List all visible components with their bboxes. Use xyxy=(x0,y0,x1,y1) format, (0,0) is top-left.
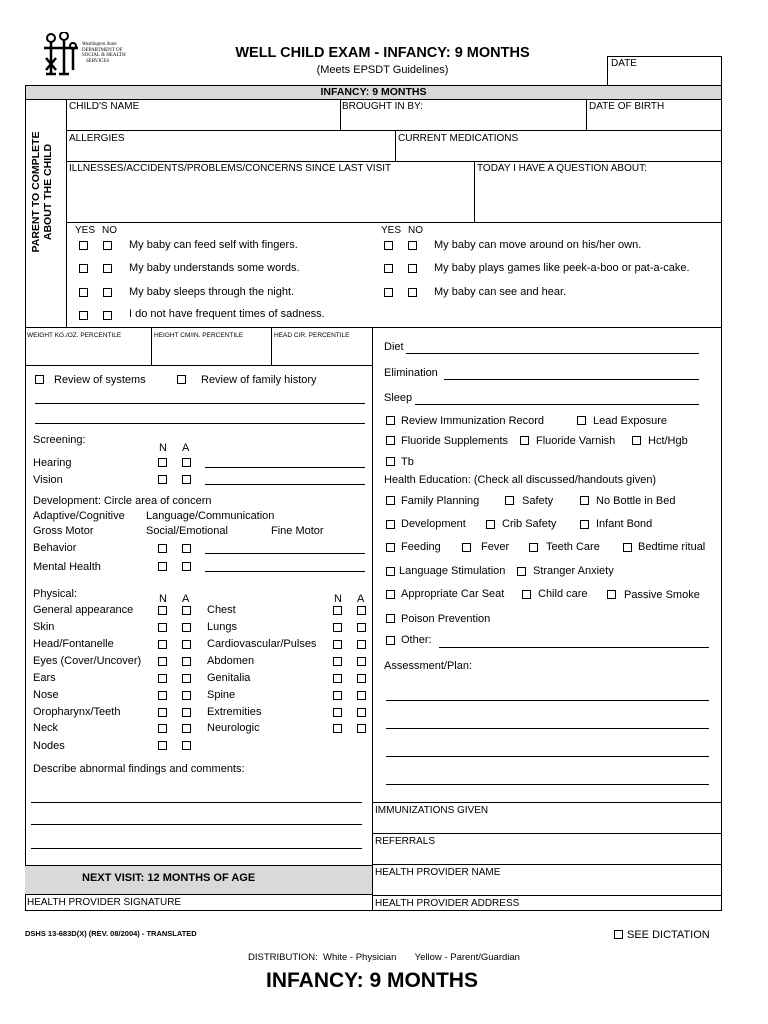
abnormal-checkbox[interactable] xyxy=(357,724,366,733)
crib-safety-checkbox[interactable] xyxy=(486,520,495,529)
agency-line: SOCIAL & HEALTH xyxy=(82,53,126,58)
agency-line: Washington State xyxy=(82,42,117,47)
no-checkbox[interactable] xyxy=(408,241,417,250)
n-header: N xyxy=(159,442,167,454)
behavior-line[interactable] xyxy=(205,553,365,554)
normal-checkbox[interactable] xyxy=(158,674,167,683)
milestone-item: My baby can see and hear. xyxy=(434,286,567,298)
normal-checkbox[interactable] xyxy=(158,475,167,484)
fluoride-varnish-label: Fluoride Varnish xyxy=(536,435,616,447)
milestone-item: My baby sleeps through the night. xyxy=(129,286,295,298)
infant-bond-checkbox[interactable] xyxy=(580,520,589,529)
provider-name-label: HEALTH PROVIDER NAME xyxy=(375,867,501,878)
normal-checkbox[interactable] xyxy=(158,640,167,649)
teeth-care-checkbox[interactable] xyxy=(529,543,538,552)
no-checkbox[interactable] xyxy=(408,264,417,273)
car-seat-checkbox[interactable] xyxy=(386,590,395,599)
diet-label: Diet xyxy=(384,341,404,353)
child-care-checkbox[interactable] xyxy=(522,590,531,599)
tb-checkbox[interactable] xyxy=(386,457,395,466)
normal-checkbox[interactable] xyxy=(158,623,167,632)
language-stimulation-checkbox[interactable] xyxy=(386,567,395,576)
bedtime-ritual-checkbox[interactable] xyxy=(623,543,632,552)
abnormal-checkbox[interactable] xyxy=(182,606,191,615)
normal-checkbox[interactable] xyxy=(333,674,342,683)
yes-checkbox[interactable] xyxy=(79,264,88,273)
no-checkbox[interactable] xyxy=(103,311,112,320)
vision-line[interactable] xyxy=(205,484,365,485)
review-family-checkbox[interactable] xyxy=(177,375,186,384)
dev-gross-motor[interactable]: Gross Motor xyxy=(33,525,94,537)
tb-label: Tb xyxy=(401,456,414,468)
abnormal-checkbox[interactable] xyxy=(357,640,366,649)
normal-checkbox[interactable] xyxy=(333,640,342,649)
normal-checkbox[interactable] xyxy=(158,724,167,733)
abnormal-checkbox[interactable] xyxy=(357,623,366,632)
review-line[interactable] xyxy=(35,403,365,404)
no-checkbox[interactable] xyxy=(408,288,417,297)
yes-header: YES xyxy=(381,225,402,236)
exam-item: Extremities xyxy=(207,706,262,718)
a-header: A xyxy=(182,593,190,605)
car-seat-label: Appropriate Car Seat xyxy=(401,588,505,600)
behavior-label: Behavior xyxy=(33,542,77,554)
abnormal-checkbox[interactable] xyxy=(182,691,191,700)
other-line[interactable] xyxy=(439,647,709,648)
brought-in-by-label: BROUGHT IN BY: xyxy=(342,101,423,112)
milestone-item: My baby understands some words. xyxy=(129,262,300,274)
normal-checkbox[interactable] xyxy=(333,708,342,717)
exam-item: Lungs xyxy=(207,621,237,633)
dev-fine-motor[interactable]: Fine Motor xyxy=(271,525,324,537)
exam-item: Cardiovascular/Pulses xyxy=(207,638,317,650)
bottom-title: INFANCY: 9 MONTHS xyxy=(266,969,478,992)
agency-line: SERVICES xyxy=(86,58,110,64)
infant-bond-label: Infant Bond xyxy=(596,518,653,530)
exam-item: Chest xyxy=(207,604,236,616)
dev-adaptive[interactable]: Adaptive/Cognitive xyxy=(33,510,125,522)
assessment-line[interactable] xyxy=(386,756,709,757)
elimination-line[interactable] xyxy=(444,379,699,380)
fluoride-supplements-checkbox[interactable] xyxy=(386,436,395,445)
review-line[interactable] xyxy=(35,423,365,424)
see-dictation-label: SEE DICTATION xyxy=(627,929,710,941)
safety-checkbox[interactable] xyxy=(505,496,514,505)
exam-item: Neck xyxy=(33,722,59,734)
safety-label: Safety xyxy=(522,495,554,507)
question-label: TODAY I HAVE A QUESTION ABOUT: xyxy=(477,163,647,174)
abnormal-checkbox[interactable] xyxy=(182,562,191,571)
form-id: DSHS 13-683D(X) (REV. 08/2004) - TRANSLATED xyxy=(25,929,197,938)
normal-checkbox[interactable] xyxy=(333,724,342,733)
allergies-label: ALLERGIES xyxy=(69,133,125,144)
abnormal-checkbox[interactable] xyxy=(182,708,191,717)
referrals-label: REFERRALS xyxy=(375,836,436,847)
elimination-label: Elimination xyxy=(384,367,438,379)
exam-item: Ears xyxy=(33,672,56,684)
no-bottle-label: No Bottle in Bed xyxy=(596,495,676,507)
abnormal-checkbox[interactable] xyxy=(182,724,191,733)
feeding-checkbox[interactable] xyxy=(386,543,395,552)
sleep-line[interactable] xyxy=(415,404,699,405)
poison-prevention-label: Poison Prevention xyxy=(401,613,491,625)
hct-hgb-checkbox[interactable] xyxy=(632,436,641,445)
fluoride-supplements-label: Fluoride Supplements xyxy=(401,435,509,447)
abnormal-checkbox[interactable] xyxy=(357,674,366,683)
exam-item: Eyes (Cover/Uncover) xyxy=(33,655,142,667)
yes-header: YES xyxy=(75,225,96,236)
comments-line[interactable] xyxy=(31,802,362,803)
distribution-label: DISTRIBUTION: White - Physician Yellow - Parent/Guardian xyxy=(248,952,520,963)
language-stimulation-label: Language Stimulation xyxy=(399,565,506,577)
normal-checkbox[interactable] xyxy=(333,691,342,700)
comments-line[interactable] xyxy=(31,848,362,849)
weight-label: WEIGHT KG./OZ. PERCENTILE xyxy=(27,332,122,339)
exam-item: General appearance xyxy=(33,604,134,616)
other-label: Other: xyxy=(401,634,432,646)
crib-safety-label: Crib Safety xyxy=(502,518,557,530)
exam-item: Spine xyxy=(207,689,236,701)
dev-language[interactable]: Language/Communication xyxy=(146,510,275,522)
abnormal-checkbox[interactable] xyxy=(182,475,191,484)
passive-smoke-label: Passive Smoke xyxy=(624,589,700,601)
exam-item: Head/Fontanelle xyxy=(33,638,114,650)
teeth-care-label: Teeth Care xyxy=(546,541,600,553)
family-planning-label: Family Planning xyxy=(401,495,480,507)
screening-title: Screening: xyxy=(33,434,86,446)
date-field[interactable] xyxy=(607,56,722,86)
normal-checkbox[interactable] xyxy=(158,458,167,467)
diet-line[interactable] xyxy=(406,353,699,354)
bedtime-ritual-label: Bedtime ritual xyxy=(638,541,706,553)
abnormal-checkbox[interactable] xyxy=(357,708,366,717)
normal-checkbox[interactable] xyxy=(333,623,342,632)
lead-exposure-label: Lead Exposure xyxy=(593,415,667,427)
assessment-line[interactable] xyxy=(386,700,709,701)
sleep-label: Sleep xyxy=(384,392,413,404)
normal-checkbox[interactable] xyxy=(158,691,167,700)
development-label: Development xyxy=(401,518,466,530)
exam-item: Nose xyxy=(33,689,59,701)
poison-prevention-checkbox[interactable] xyxy=(386,614,395,623)
review-family-label: Review of family history xyxy=(201,374,317,386)
exam-item: Abdomen xyxy=(207,655,255,667)
next-visit-label: NEXT VISIT: 12 MONTHS OF AGE xyxy=(82,872,256,884)
abnormal-checkbox[interactable] xyxy=(182,674,191,683)
vision-label: Vision xyxy=(33,474,63,486)
yes-checkbox[interactable] xyxy=(384,288,393,297)
yes-checkbox[interactable] xyxy=(384,241,393,250)
other-checkbox[interactable] xyxy=(386,636,395,645)
no-checkbox[interactable] xyxy=(103,241,112,250)
abnormal-checkbox[interactable] xyxy=(182,741,191,750)
hearing-line[interactable] xyxy=(205,467,365,468)
assessment-line[interactable] xyxy=(386,784,709,785)
review-systems-label: Review of systems xyxy=(54,374,146,386)
review-systems-checkbox[interactable] xyxy=(35,375,44,384)
agency-line: DEPARTMENT OF xyxy=(82,47,123,53)
normal-checkbox[interactable] xyxy=(158,606,167,615)
milestone-item: My baby can feed self with fingers. xyxy=(129,239,298,251)
no-header: NO xyxy=(102,225,117,236)
see-dictation-checkbox[interactable] xyxy=(614,930,623,939)
development-title: Development: Circle area of concern xyxy=(33,495,212,507)
exam-item: Neurologic xyxy=(207,722,260,734)
fluoride-varnish-checkbox[interactable] xyxy=(520,436,529,445)
physical-title: Physical: xyxy=(33,588,78,600)
child-care-label: Child care xyxy=(538,588,588,600)
passive-smoke-checkbox[interactable] xyxy=(607,590,616,599)
describe-label: Describe abnormal findings and comments: xyxy=(33,763,245,775)
normal-checkbox[interactable] xyxy=(158,562,167,571)
a-header: A xyxy=(182,442,190,454)
normal-checkbox[interactable] xyxy=(158,708,167,717)
hearing-label: Hearing xyxy=(33,457,72,469)
illnesses-label: ILLNESSES/ACCIDENTS/PROBLEMS/CONCERNS SINCE LAST VISIT xyxy=(69,163,392,174)
no-bottle-checkbox[interactable] xyxy=(580,496,589,505)
childs-name-label: CHILD'S NAME xyxy=(69,101,140,112)
comments-line[interactable] xyxy=(31,824,362,825)
mental-health-line[interactable] xyxy=(205,571,365,572)
abnormal-checkbox[interactable] xyxy=(182,640,191,649)
development-checkbox[interactable] xyxy=(386,520,395,529)
yes-checkbox[interactable] xyxy=(384,264,393,273)
exam-item: Genitalia xyxy=(207,672,251,684)
milestone-item: I do not have frequent times of sadness. xyxy=(129,308,325,320)
feeding-label: Feeding xyxy=(401,541,441,553)
yes-checkbox[interactable] xyxy=(79,288,88,297)
band-title: INFANCY: 9 MONTHS xyxy=(320,86,427,98)
form-title: WELL CHILD EXAM - INFANCY: 9 MONTHS xyxy=(235,45,530,61)
yes-checkbox[interactable] xyxy=(79,311,88,320)
n-header: N xyxy=(334,593,342,605)
abnormal-checkbox[interactable] xyxy=(182,458,191,467)
parent-side-label: PARENT TO COMPLETE ABOUT THE CHILD xyxy=(30,131,54,253)
dshs-logo xyxy=(42,32,142,76)
exam-item: Oropharynx/Teeth xyxy=(33,706,121,718)
fever-checkbox[interactable] xyxy=(462,543,471,552)
signature-label: HEALTH PROVIDER SIGNATURE xyxy=(27,897,182,908)
assessment-line[interactable] xyxy=(386,728,709,729)
fever-label: Fever xyxy=(481,541,510,553)
yes-checkbox[interactable] xyxy=(79,241,88,250)
immunization-record-label: Review Immunization Record xyxy=(401,415,545,427)
lead-exposure-checkbox[interactable] xyxy=(577,416,586,425)
health-education-label: Health Education: (Check all discussed/handouts given) xyxy=(384,474,657,486)
date-label: DATE xyxy=(611,58,637,69)
height-label: HEIGHT CM/IN. PERCENTILE xyxy=(154,332,244,339)
assessment-label: Assessment/Plan: xyxy=(384,660,473,672)
hct-hgb-label: Hct/Hgb xyxy=(648,435,688,447)
dev-social[interactable]: Social/Emotional xyxy=(146,525,228,537)
exam-item: Nodes xyxy=(33,740,65,752)
normal-checkbox[interactable] xyxy=(158,544,167,553)
abnormal-checkbox[interactable] xyxy=(357,657,366,666)
normal-checkbox[interactable] xyxy=(333,657,342,666)
no-header: NO xyxy=(408,225,423,236)
normal-checkbox[interactable] xyxy=(158,741,167,750)
no-checkbox[interactable] xyxy=(103,288,112,297)
a-header: A xyxy=(357,593,365,605)
milestone-item: My baby plays games like peek-a-boo or pat-a-cake. xyxy=(434,262,690,274)
normal-checkbox[interactable] xyxy=(158,657,167,666)
abnormal-checkbox[interactable] xyxy=(357,691,366,700)
milestone-item: My baby can move around on his/her own. xyxy=(434,239,642,251)
mental-health-label: Mental Health xyxy=(33,561,101,573)
head-circ-label: HEAD CIR. PERCENTILE xyxy=(274,332,350,339)
family-planning-checkbox[interactable] xyxy=(386,496,395,505)
date-of-birth-label: DATE OF BIRTH xyxy=(589,101,665,112)
provider-address-label: HEALTH PROVIDER ADDRESS xyxy=(375,898,520,909)
abnormal-checkbox[interactable] xyxy=(182,657,191,666)
current-medications-label: CURRENT MEDICATIONS xyxy=(398,133,519,144)
normal-checkbox[interactable] xyxy=(333,606,342,615)
immunization-record-checkbox[interactable] xyxy=(386,416,395,425)
abnormal-checkbox[interactable] xyxy=(357,606,366,615)
no-checkbox[interactable] xyxy=(103,264,112,273)
family-figures-icon xyxy=(42,32,82,76)
n-header: N xyxy=(159,593,167,605)
form-subtitle: (Meets EPSDT Guidelines) xyxy=(316,64,449,76)
abnormal-checkbox[interactable] xyxy=(182,623,191,632)
stranger-anxiety-label: Stranger Anxiety xyxy=(533,565,614,577)
immunizations-given-label: IMMUNIZATIONS GIVEN xyxy=(375,805,489,816)
abnormal-checkbox[interactable] xyxy=(182,544,191,553)
stranger-anxiety-checkbox[interactable] xyxy=(517,567,526,576)
exam-item: Skin xyxy=(33,621,55,633)
